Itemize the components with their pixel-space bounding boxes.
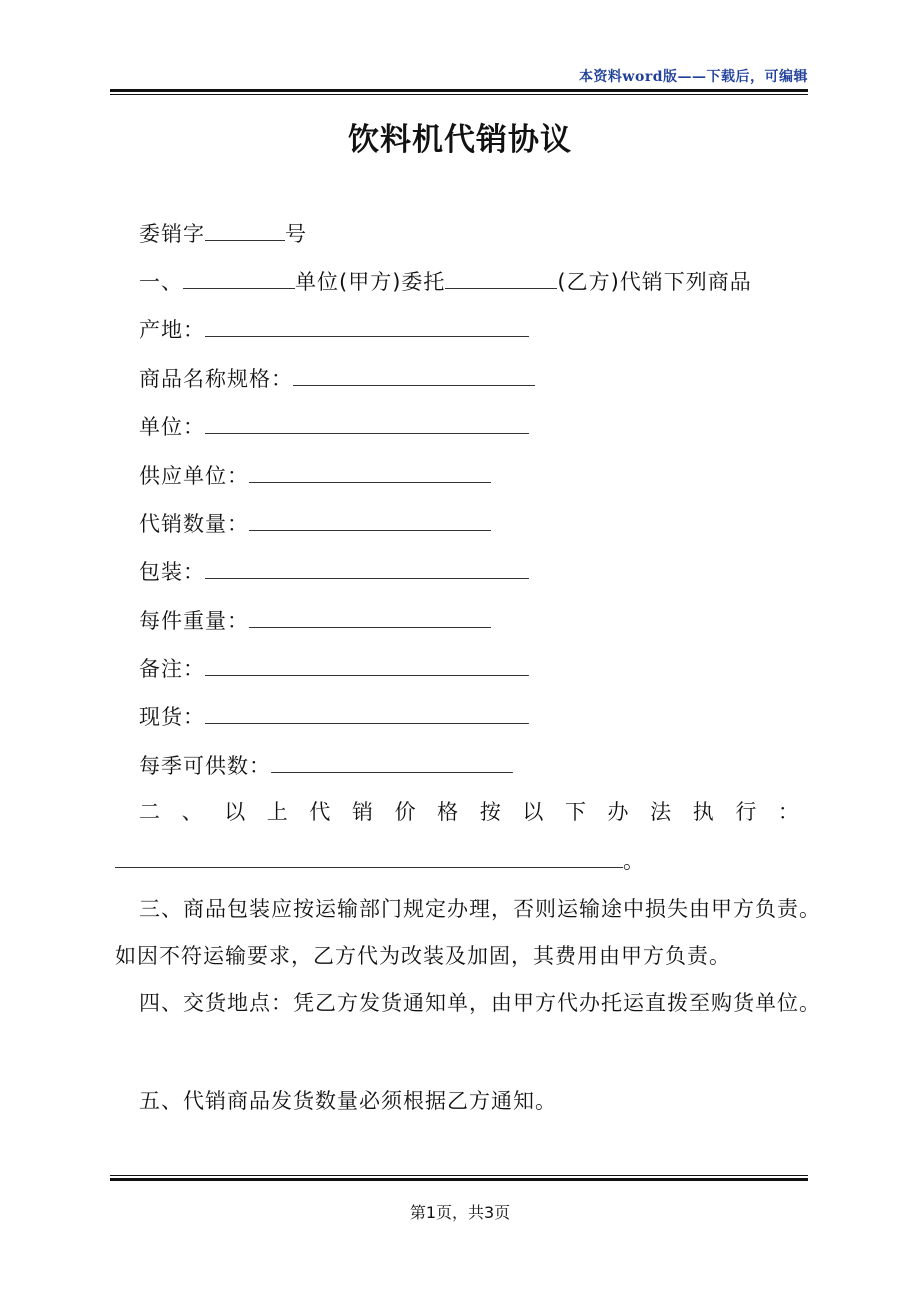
field-packaging — [139, 556, 529, 587]
clause-2-char: 以 — [224, 800, 246, 824]
party-b-blank[interactable] — [445, 266, 557, 289]
season-supply-blank[interactable] — [271, 750, 513, 773]
header-note: 本资料word版——下载后，可编辑 — [578, 69, 808, 85]
clause-1-number: 一、 — [139, 270, 183, 294]
clause-2-char: 按 — [479, 800, 501, 824]
field-unit — [139, 411, 529, 442]
clause-1-middle: 单位(甲方)委托 — [295, 270, 446, 294]
supplier-blank[interactable] — [249, 460, 491, 483]
clause-2-end: 。 — [623, 849, 645, 873]
stock-blank[interactable] — [205, 701, 529, 724]
pricing-method-blank[interactable] — [115, 845, 623, 868]
clause-2-char: 执 — [692, 800, 714, 824]
clause-2-char: 以 — [522, 800, 544, 824]
origin-blank[interactable] — [205, 314, 529, 337]
field-weight-label: 每件重量： — [139, 609, 249, 633]
field-remarks — [139, 653, 529, 684]
field-quantity — [139, 508, 491, 539]
field-season-supply — [139, 750, 513, 781]
clause-4: 四、交货地点：凭乙方发货通知单，由甲方代办托运直拨至购货单位。 — [139, 991, 821, 1015]
weight-blank[interactable] — [249, 605, 491, 628]
reference-line — [139, 218, 307, 249]
clause-2-char: 二 — [139, 800, 160, 824]
reference-prefix: 委销字 — [139, 222, 205, 246]
clause-2-heading — [139, 797, 799, 827]
header-rule — [110, 89, 808, 95]
reference-suffix: 号 — [285, 222, 307, 246]
field-remarks-label: 备注： — [139, 657, 205, 681]
name-spec-blank[interactable] — [293, 363, 535, 386]
page-title: 饮料机代销协议 — [348, 122, 572, 158]
clause-2-char: 、 — [181, 800, 203, 824]
clause-2-char: 下 — [564, 800, 586, 824]
quantity-blank[interactable] — [249, 508, 491, 531]
field-unit-label: 单位： — [139, 415, 205, 439]
clause-2-char: 格 — [437, 800, 459, 824]
field-stock-label: 现货： — [139, 705, 205, 729]
clause-2-char: 行 — [735, 800, 757, 824]
field-stock — [139, 701, 529, 732]
field-origin-label: 产地： — [139, 318, 205, 342]
clause-2-char: ： — [777, 800, 799, 824]
field-name-spec-label: 商品名称规格： — [139, 367, 293, 391]
clause-2-char: 代 — [309, 800, 331, 824]
field-supplier-label: 供应单位： — [139, 464, 249, 488]
clause-2-char: 上 — [266, 800, 288, 824]
remarks-blank[interactable] — [205, 653, 529, 676]
party-a-blank[interactable] — [183, 266, 295, 289]
clause-2-char: 法 — [650, 800, 672, 824]
reference-blank[interactable] — [205, 218, 285, 241]
clause-3: 三、商品包装应按运输部门规定办理，否则运输途中损失由甲方负责。如因不符运输要求，乙方代为改装及加固，其费用由甲方负责。 — [115, 897, 821, 968]
clause-2-char: 价 — [394, 800, 416, 824]
clause-5: 五、代销商品发货数量必须根据乙方通知。 — [139, 1089, 557, 1113]
footer-rule — [110, 1175, 808, 1181]
clause-1-end: (乙方)代销下列商品 — [557, 270, 752, 294]
clause-2-blank-line — [115, 845, 645, 876]
field-weight — [139, 605, 491, 636]
packaging-blank[interactable] — [205, 556, 529, 579]
field-origin — [139, 314, 529, 345]
field-name-spec — [139, 363, 535, 394]
field-season-supply-label: 每季可供数： — [139, 754, 271, 778]
field-supplier — [139, 460, 491, 491]
field-packaging-label: 包装： — [139, 560, 205, 584]
field-quantity-label: 代销数量： — [139, 512, 249, 536]
page-number: 第1页，共3页 — [409, 1203, 511, 1222]
clause-1-line — [139, 266, 752, 297]
unit-blank[interactable] — [205, 411, 529, 434]
clause-2-char: 办 — [607, 800, 629, 824]
clause-2-char: 销 — [351, 800, 373, 824]
